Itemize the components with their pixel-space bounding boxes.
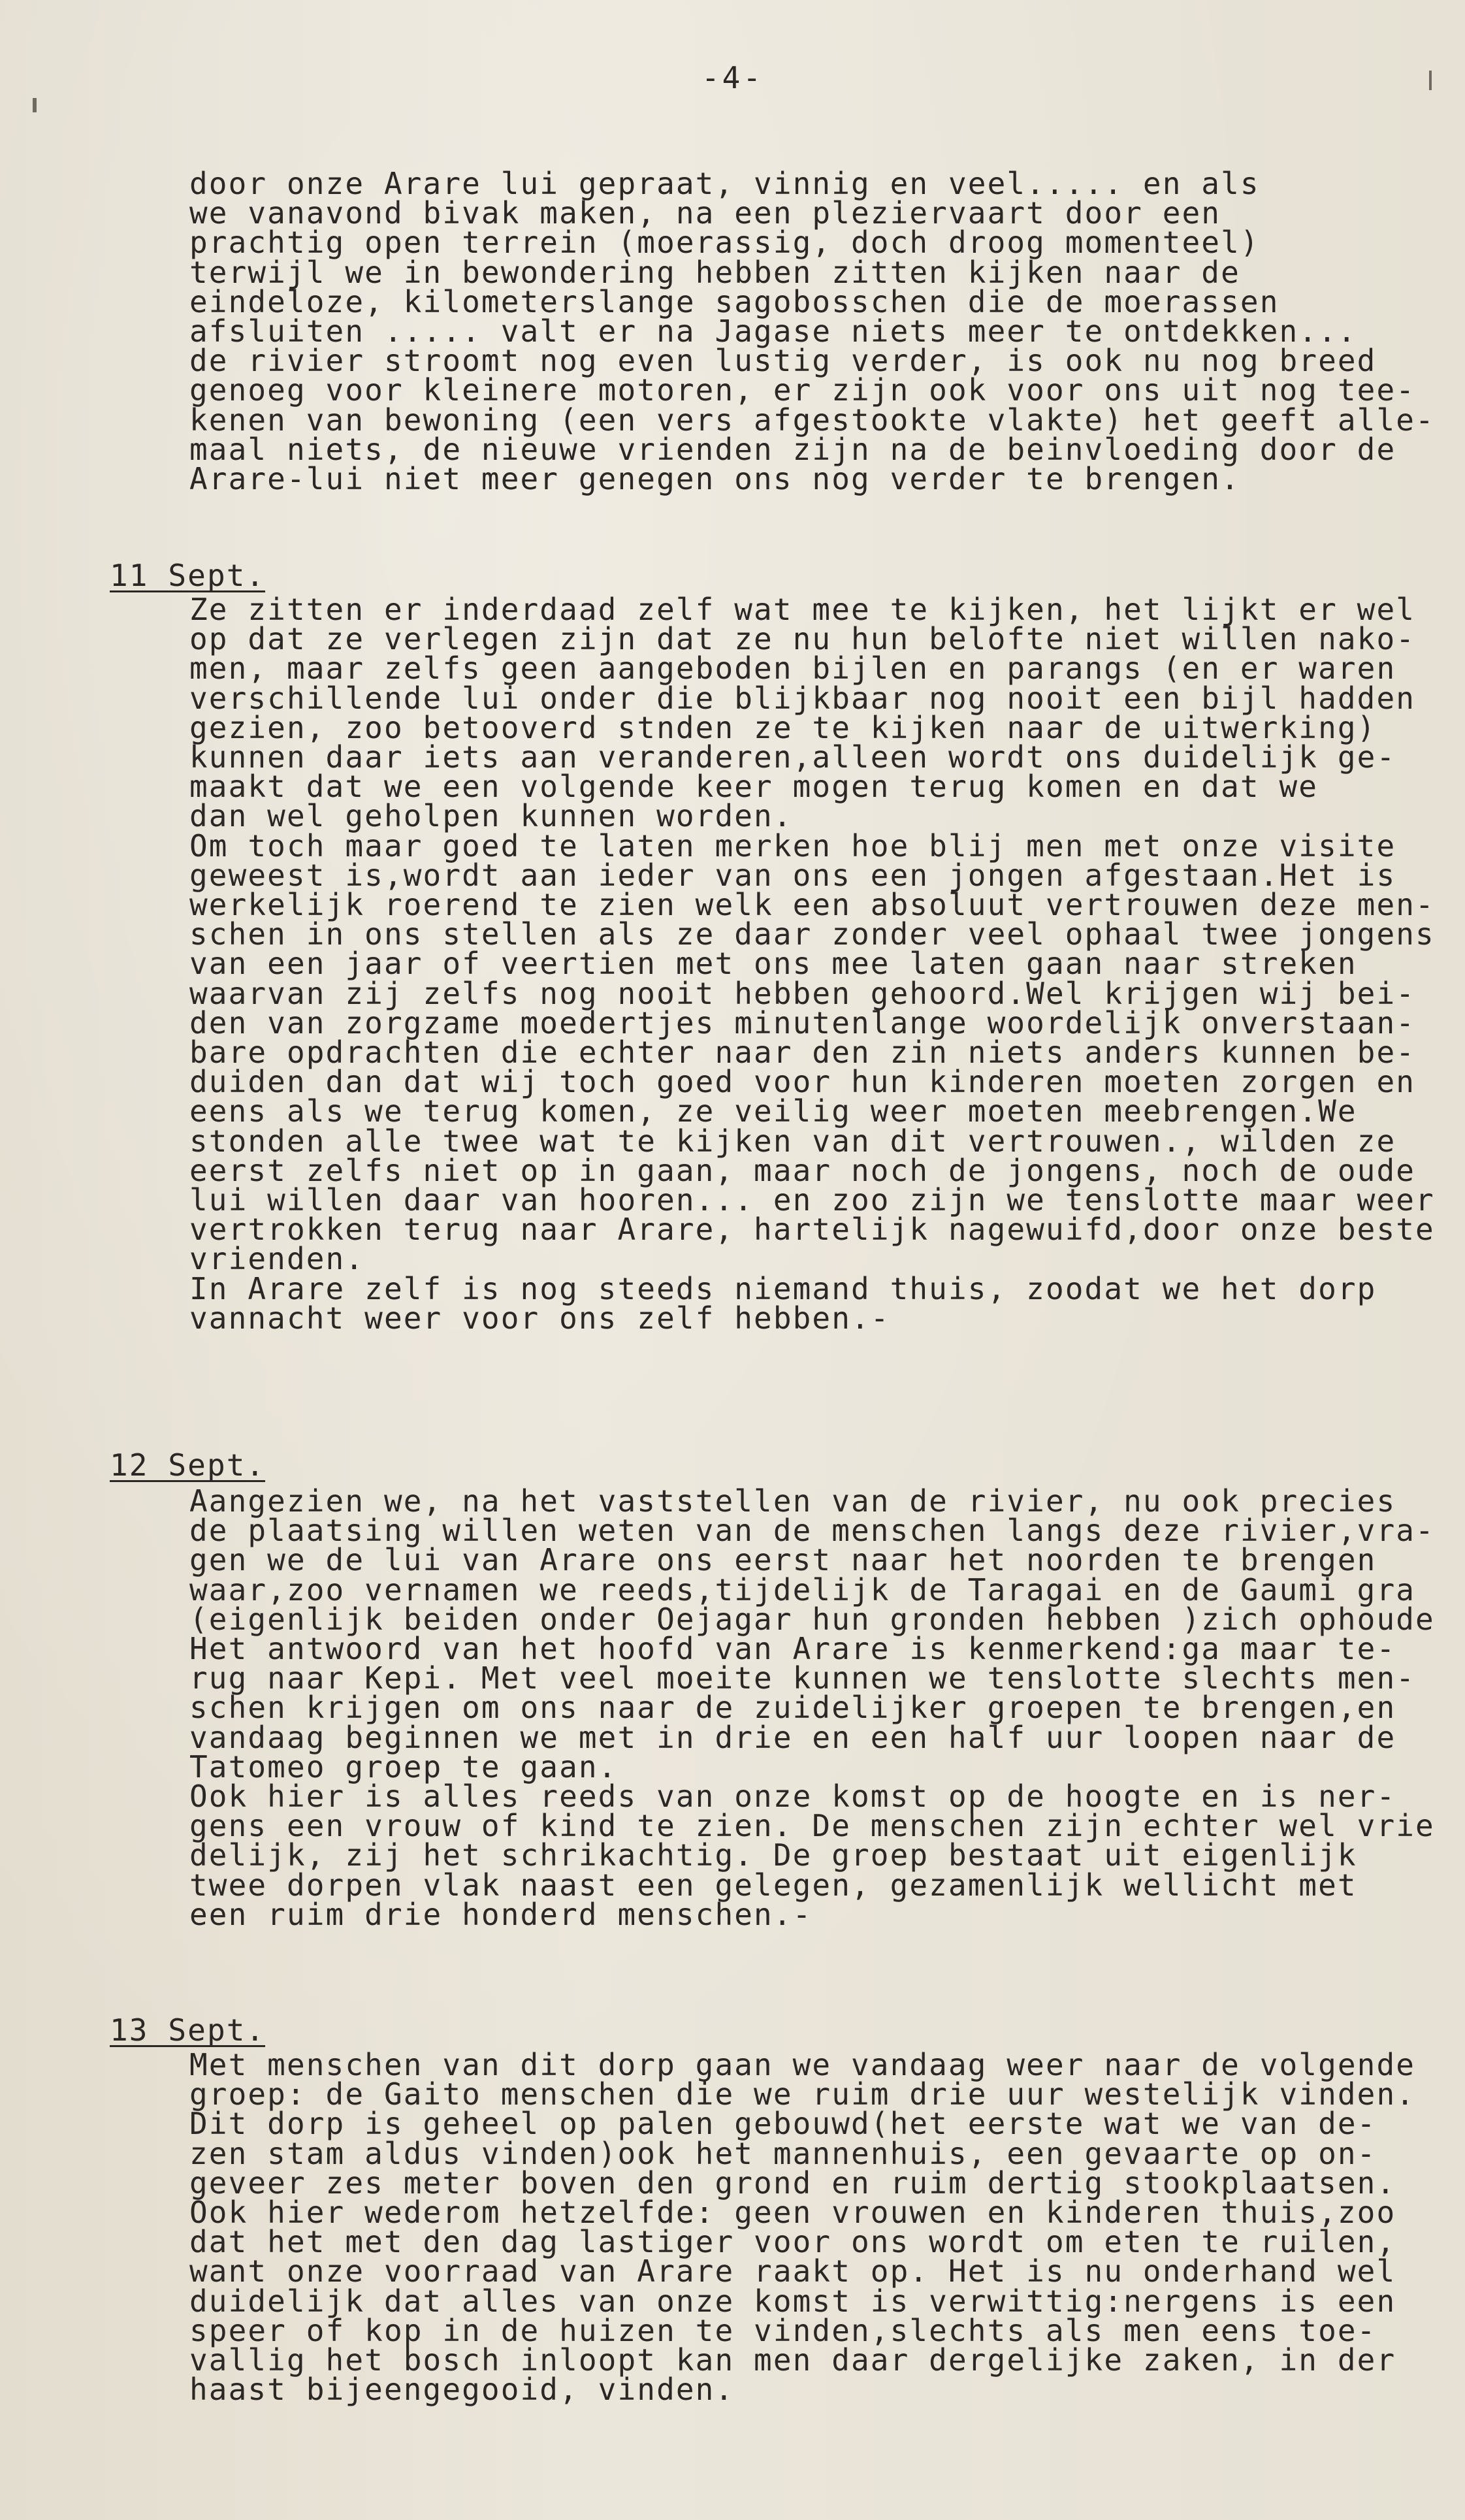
text-line: dat het met den dag lastiger voor ons wordt om eten te ruilen, — [189, 2224, 1396, 2260]
entry-date-heading: 12 Sept. — [110, 1447, 266, 1483]
text-line: groep: de Gaito menschen die we ruim drie uur westelijk vinden. — [189, 2076, 1416, 2112]
text-line: maakt dat we een volgende keer mogen terug komen en dat we — [189, 769, 1319, 805]
text-line: kenen van bewoning (een vers afgestookte vlakte) het geeft alle- — [189, 402, 1435, 438]
text-line: prachtig open terrein (moerassig, doch droog momenteel) — [189, 225, 1260, 261]
text-line: duidelijk dat alles van onze komst is verwittig:nergens is een — [189, 2283, 1396, 2319]
text-line: een ruim drie honderd menschen.- — [189, 1896, 813, 1932]
text-line: den van zorgzame moedertjes minutenlange woordelijk onverstaan- — [189, 1005, 1416, 1041]
text-line: Aangezien we, na het vaststellen van de rivier, nu ook precies — [189, 1483, 1396, 1519]
text-line: Om toch maar goed te laten merken hoe blij men met onze visite — [189, 828, 1396, 864]
text-line: schen in ons stellen als ze daar zonder veel ophaal twee jongens — [189, 916, 1435, 952]
text-line: vertrokken terug naar Arare, hartelijk nagewuifd,door onze beste — [189, 1212, 1435, 1248]
text-line: Met menschen van dit dorp gaan we vandaag weer naar de volgende — [189, 2047, 1416, 2082]
text-line: Tatomeo groep te gaan. — [189, 1749, 618, 1785]
text-line: waarvan zij zelfs nog nooit hebben gehoord.Wel krijgen wij bei- — [189, 975, 1416, 1011]
text-line: op dat ze verlegen zijn dat ze nu hun belofte niet willen nako- — [189, 621, 1416, 657]
text-line: genoeg voor kleinere motoren, er zijn ook voor ons uit nog tee- — [189, 372, 1416, 408]
text-line: gens een vrouw of kind te zien. De menschen zijn echter wel vrie — [189, 1808, 1435, 1844]
text-line: lui willen daar van hooren... en zoo zijn we tenslotte maar weer — [189, 1182, 1435, 1218]
text-line: Het antwoord van het hoofd van Arare is kenmerkend:ga maar te- — [189, 1631, 1396, 1666]
text-line: men, maar zelfs geen aangeboden bijlen en parangs (en er waren — [189, 651, 1396, 687]
text-line: zen stam aldus vinden)ook het mannenhuis, een gevaarte op on- — [189, 2135, 1377, 2171]
text-line: Ook hier is alles reeds van onze komst op de hoogte en is ner- — [189, 1779, 1396, 1814]
margin-mark — [33, 98, 37, 112]
text-line: gen we de lui van Arare ons eerst naar het noorden te brengen — [189, 1542, 1377, 1578]
entry-date-heading: 13 Sept. — [110, 2012, 266, 2048]
text-line: geweest is,wordt aan ieder van ons een jongen afgestaan.Het is — [189, 857, 1396, 893]
page-number: -4- — [701, 60, 764, 95]
text-line: van een jaar of veertien met ons mee laten gaan naar streken — [189, 946, 1357, 982]
text-line: In Arare zelf is nog steeds niemand thuis, zoodat we het dorp — [189, 1270, 1377, 1306]
text-line: gezien, zoo betooverd stnden ze te kijken naar de uitwerking) — [189, 709, 1377, 745]
text-line: eerst zelfs niet op in gaan, maar noch de jongens, noch de oude — [189, 1152, 1416, 1188]
text-line: twee dorpen vlak naast een gelegen, gezamenlijk wellicht met — [189, 1867, 1357, 1903]
text-line: vandaag beginnen we met in drie en een half uur loopen naar de — [189, 1719, 1396, 1755]
text-line: duiden dan dat wij toch goed voor hun kinderen moeten zorgen en — [189, 1064, 1416, 1100]
text-line: Ze zitten er inderdaad zelf wat mee te kijken, het lijkt er wel — [189, 592, 1416, 627]
text-line: maal niets, de nieuwe vrienden zijn na de beinvloeding door de — [189, 431, 1396, 467]
text-line: Arare-lui niet meer genegen ons nog verder te brengen. — [189, 461, 1240, 496]
text-line: rug naar Kepi. Met veel moeite kunnen we tenslotte slechts men- — [189, 1660, 1416, 1696]
text-line: verschillende lui onder die blijkbaar nog nooit een bijl hadden — [189, 680, 1416, 716]
text-line: (eigenlijk beiden onder Oejagar hun gronden hebben )zich ophoude — [189, 1601, 1435, 1637]
text-line: de plaatsing willen weten van de menschen langs deze rivier,vra- — [189, 1513, 1435, 1549]
text-line: eens als we terug komen, ze veilig weer moeten meebrengen.We — [189, 1093, 1357, 1129]
text-line: geveer zes meter boven den grond en ruim dertig stookplaatsen. — [189, 2165, 1396, 2201]
text-line: kunnen daar iets aan veranderen,alleen wordt ons duidelijk ge- — [189, 739, 1396, 775]
text-line: terwijl we in bewondering hebben zitten kijken naar de — [189, 254, 1240, 290]
text-line: schen krijgen om ons naar de zuidelijker groepen te brengen,en — [189, 1690, 1396, 1726]
text-line: stonden alle twee wat te kijken van dit vertrouwen., wilden ze — [189, 1123, 1396, 1159]
text-line: want onze voorraad van Arare raakt op. Het is nu onderhand wel — [189, 2253, 1396, 2289]
text-line: werkelijk roerend te zien welk een absoluut vertrouwen deze men- — [189, 887, 1435, 922]
text-line: speer of kop in de huizen te vinden,slechts als men eens toe- — [189, 2312, 1377, 2348]
text-line: vannacht weer voor ons zelf hebben.- — [189, 1300, 890, 1336]
margin-mark — [1429, 71, 1432, 90]
text-line: Ook hier wederom hetzelfde: geen vrouwen en kinderen thuis,zoo — [189, 2195, 1396, 2230]
text-line: haast bijeengegooid, vinden. — [189, 2372, 735, 2408]
text-line: waar,zoo vernamen we reeds,tijdelijk de Taragai en de Gaumi gra — [189, 1572, 1416, 1607]
text-line: door onze Arare lui gepraat, vinnig en veel..... en als — [189, 166, 1260, 201]
entry-date-heading: 11 Sept. — [110, 558, 266, 593]
text-line: we vanavond bivak maken, na een pleziervaart door een — [189, 195, 1221, 231]
text-line: eindeloze, kilometerslange sagobosschen die de moerassen — [189, 283, 1280, 319]
text-line: de rivier stroomt nog even lustig verder, is ook nu nog breed — [189, 343, 1377, 379]
text-line: delijk, zij het schrikachtig. De groep bestaat uit eigenlijk — [189, 1837, 1357, 1873]
text-line: bare opdrachten die echter naar den zin niets anders kunnen be- — [189, 1035, 1416, 1070]
text-line: vallig het bosch inloopt kan men daar dergelijke zaken, in der — [189, 2342, 1396, 2378]
text-line: dan wel geholpen kunnen worden. — [189, 798, 793, 834]
text-line: Dit dorp is geheel op palen gebouwd(het eerste wat we van de- — [189, 2106, 1377, 2142]
text-line: vrienden. — [189, 1241, 365, 1277]
text-line: afsluiten ..... valt er na Jagase niets meer te ontdekken... — [189, 314, 1357, 349]
